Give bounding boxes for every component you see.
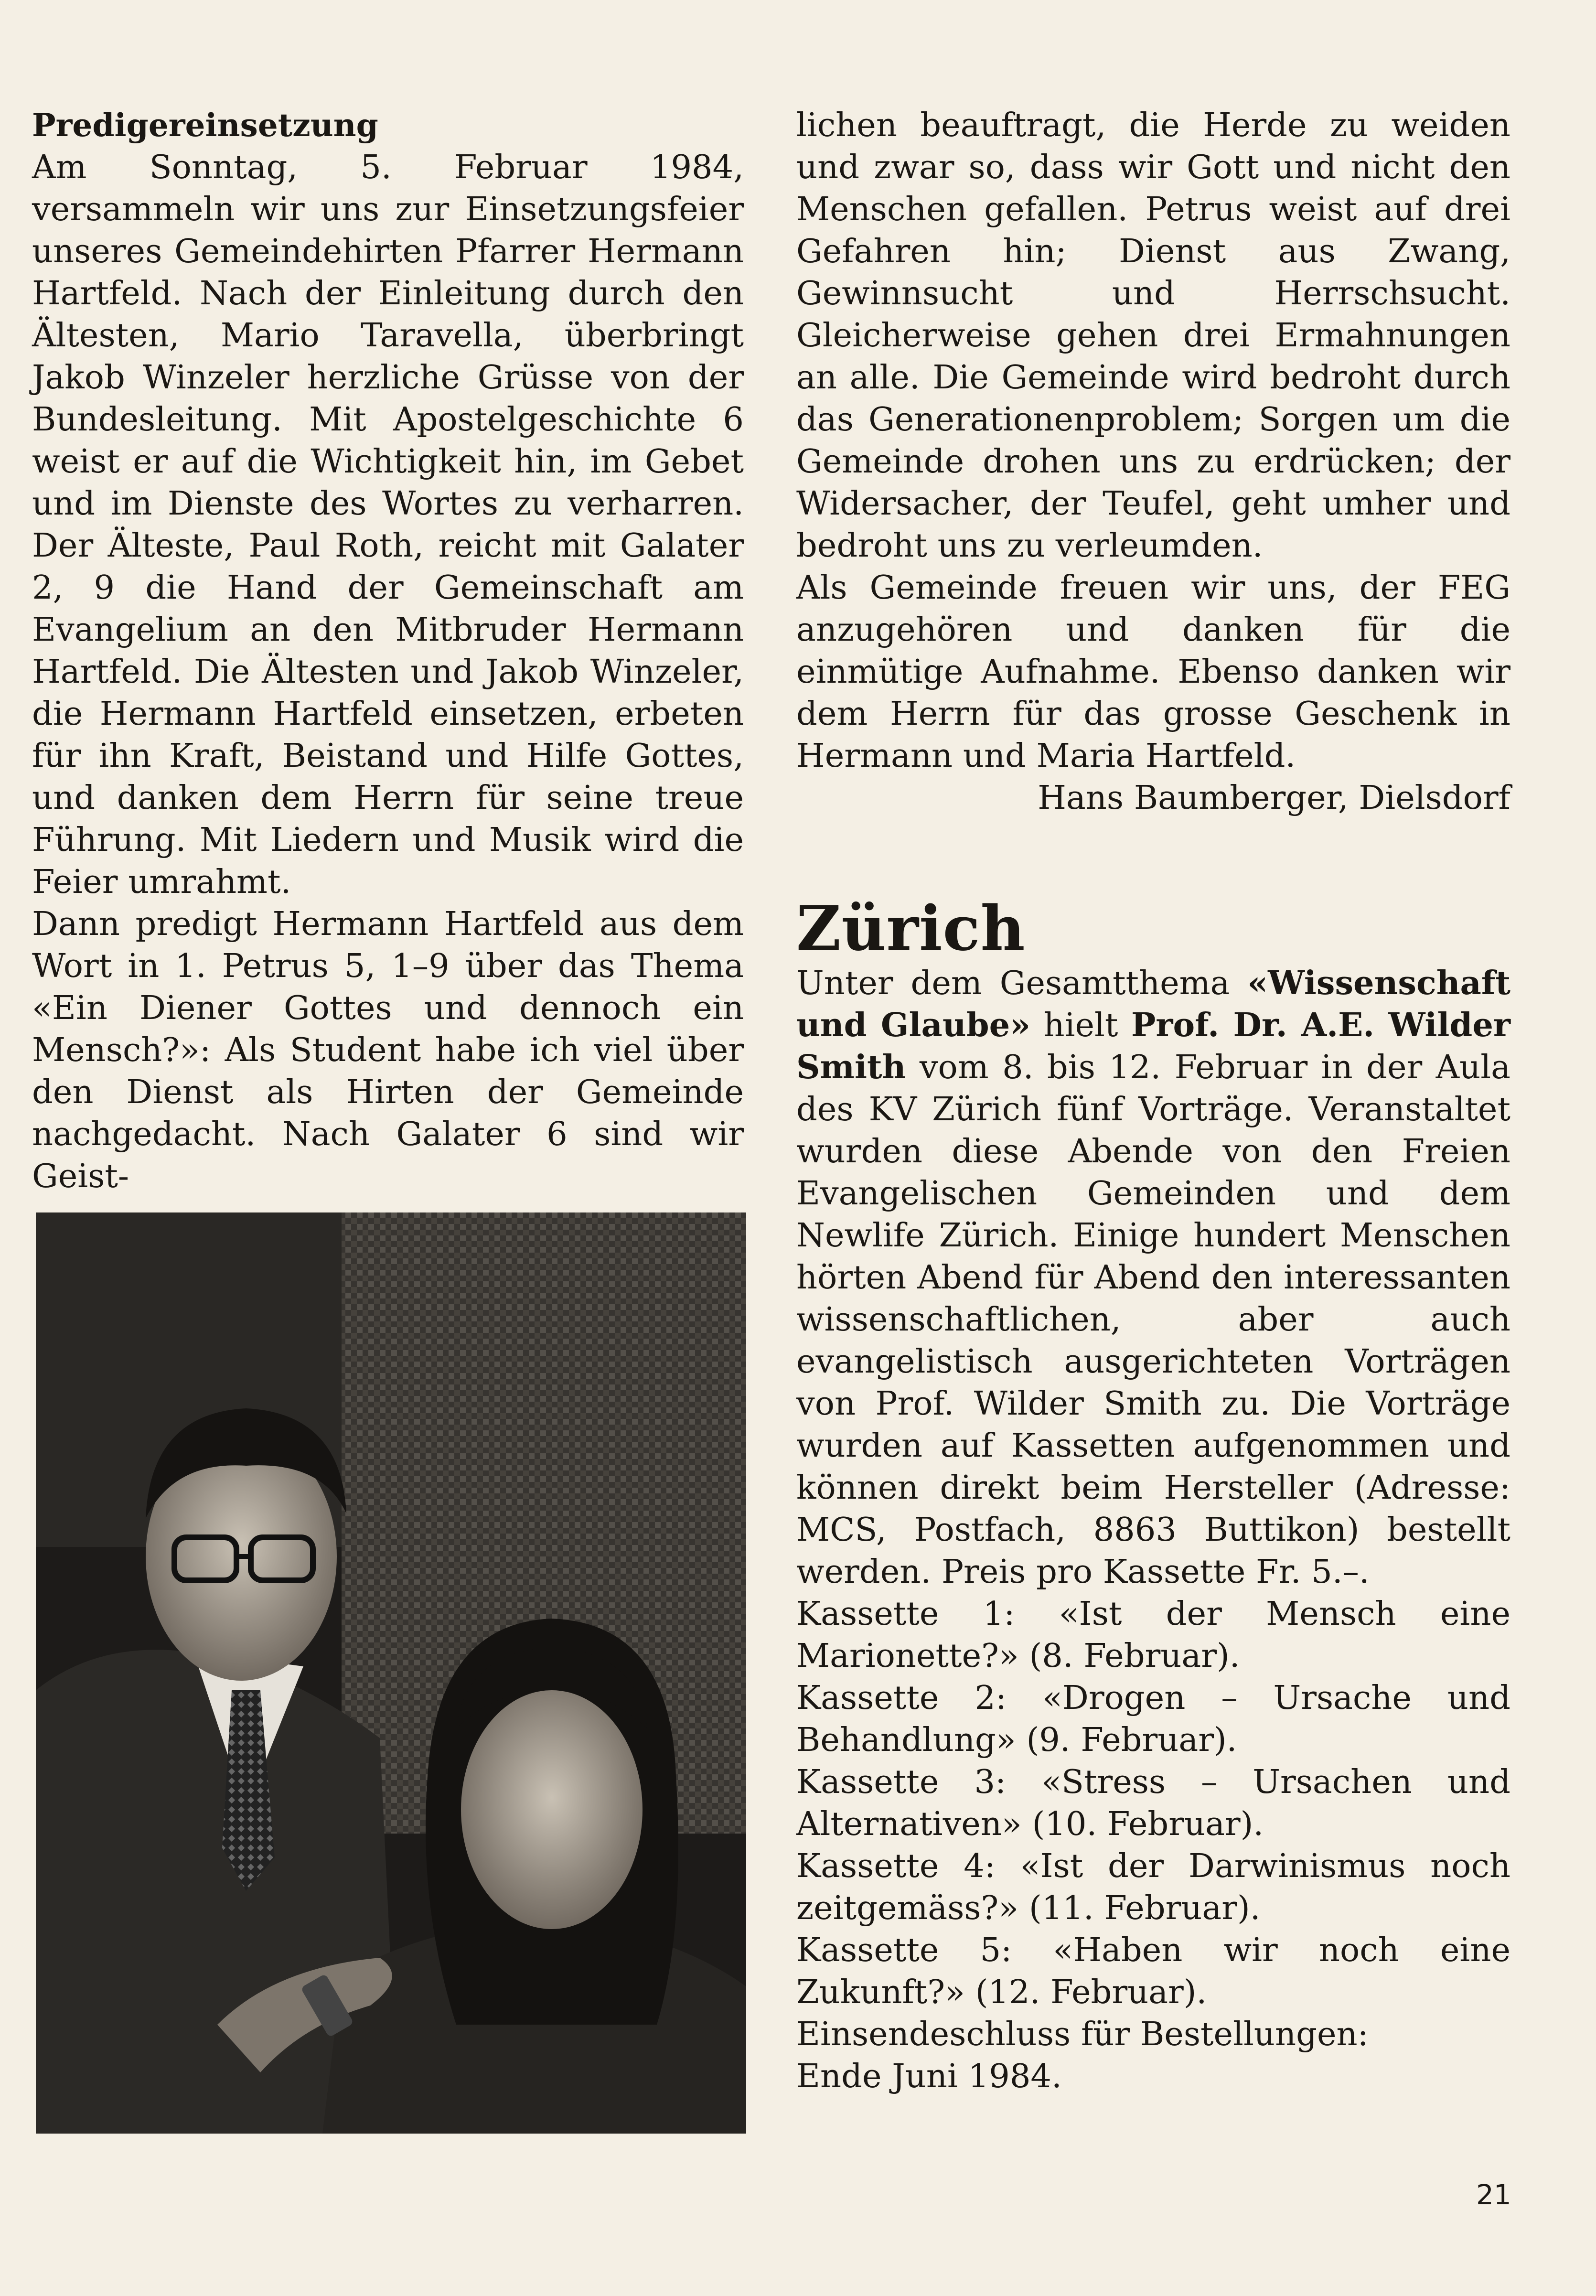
left-column [32, 104, 744, 1197]
cassette-item: Kassette 3: «Stress – Ursachen und Alternativen» (10. Februar). [796, 1763, 1510, 1843]
section-heading: Predigereinsetzung [32, 107, 378, 144]
paragraph: lichen beauftragt, die Herde zu weiden und zwar so, dass wir Gott und nicht den Menschen gefallen. Petrus weist auf drei Gefahren hin; Dienst aus Zwang, Gewinnsucht und Herrschsucht. Gleicherweise gehen drei Ermahnungen an alle. Die Gemeinde wird bedroht durch das Generationenproblem; Sorgen um die Gemeinde drohen uns zu erdrücken; der Widersacher, der Teufel, geht umher und bedroht uns zu verleumden. [796, 106, 1510, 565]
cassette-item: Kassette 5: «Haben wir noch eine Zukunft?» (12. Februar). [796, 1931, 1510, 2011]
paragraph: Dann predigt Hermann Hartfeld aus dem Wort in 1. Petrus 5, 1–9 über das Thema «Ein Diener Gottes und dennoch ein Mensch?»: Als Student habe ich viel über den Dienst als Hirten der Gemeinde nachgedacht. Nach Galater 6 sind wir Geist- [32, 905, 744, 1195]
page-number: 21 [1476, 2178, 1511, 2211]
text-run: vom 8. bis 12. Februar in der Aula des KV Zürich fünf Vorträge. Veranstaltet wurden diese Abende von den Freien Evangelischen Gemeinden und dem Newlife Zürich. Einige hundert Menschen hörten Abend für Abend den interessanten wissenschaftlichen, aber auch evangelistisch ausgerichteten Vorträgen von Prof. Wilder Smith zu. Die Vorträge wurden auf Kassetten aufgenommen und können direkt beim Hersteller (Adresse: MCS, Postfach, 8863 Buttikon) bestellt werden. Preis pro Kassette Fr. 5.–. [796, 1048, 1510, 1591]
cassette-item: Kassette 1: «Ist der Mensch eine Marionette?» (8. Februar). [796, 1595, 1510, 1675]
paragraph: Als Gemeinde freuen wir uns, der FEG anzugehören und danken für die einmütige Aufnahme. Ebenso danken wir dem Herrn für das grosse Geschenk in Hermann und Maria Hartfeld. [796, 569, 1510, 775]
cassette-item: Kassette 4: «Ist der Darwinismus noch zeitgemäss?» (11. Februar). [796, 1847, 1510, 1927]
deadline-date: Ende Juni 1984. [796, 2057, 1062, 2095]
author-signature: Hans Baumberger, Dielsdorf [1038, 779, 1510, 817]
section-heading-zurich: Zürich [796, 893, 1026, 965]
spacer [796, 819, 1510, 895]
deadline-text: Einsendeschluss für Bestellungen: [796, 2015, 1369, 2053]
paragraph: Am Sonntag, 5. Februar 1984, versammeln wir uns zur Einsetzungsfeier unseres Gemeindehirten Pfarrer Hermann Hartfeld. Nach der Einleitung durch den Ältesten, Mario Taravella, überbringt Jakob Winzeler herzliche Grüsse von der Bundesleitung. Mit Apostelgeschichte 6 weist er auf die Wichtigkeit hin, im Gebet und im Dienste des Wortes zu verharren. Der Älteste, Paul Roth, reicht mit Galater 2, 9 die Hand der Gemeinschaft am Evangelium an den Mitbruder Hermann Hartfeld. Die Ältesten und Jakob Winzeler, die Hermann Hartfeld einsetzen, erbeten für ihn Kraft, Beistand und Hilfe Gottes, und danken dem Herrn für seine treue Führung. Mit Liedern und Musik wird die Feier umrahmt. [32, 148, 744, 901]
portrait-photo [36, 1212, 746, 2134]
bold-text: «Wissenschaft und Glaube» [796, 964, 1510, 1044]
bold-text: Prof. Dr. A.E. Wilder Smith [796, 1006, 1510, 1086]
right-column [796, 104, 1510, 2097]
text-run: Unter dem Gesamtthema [796, 964, 1248, 1002]
paragraph [796, 962, 1510, 1593]
text-run: hielt [1030, 1006, 1131, 1044]
cassette-item: Kassette 2: «Drogen – Ursache und Behandlung» (9. Februar). [796, 1679, 1510, 1759]
